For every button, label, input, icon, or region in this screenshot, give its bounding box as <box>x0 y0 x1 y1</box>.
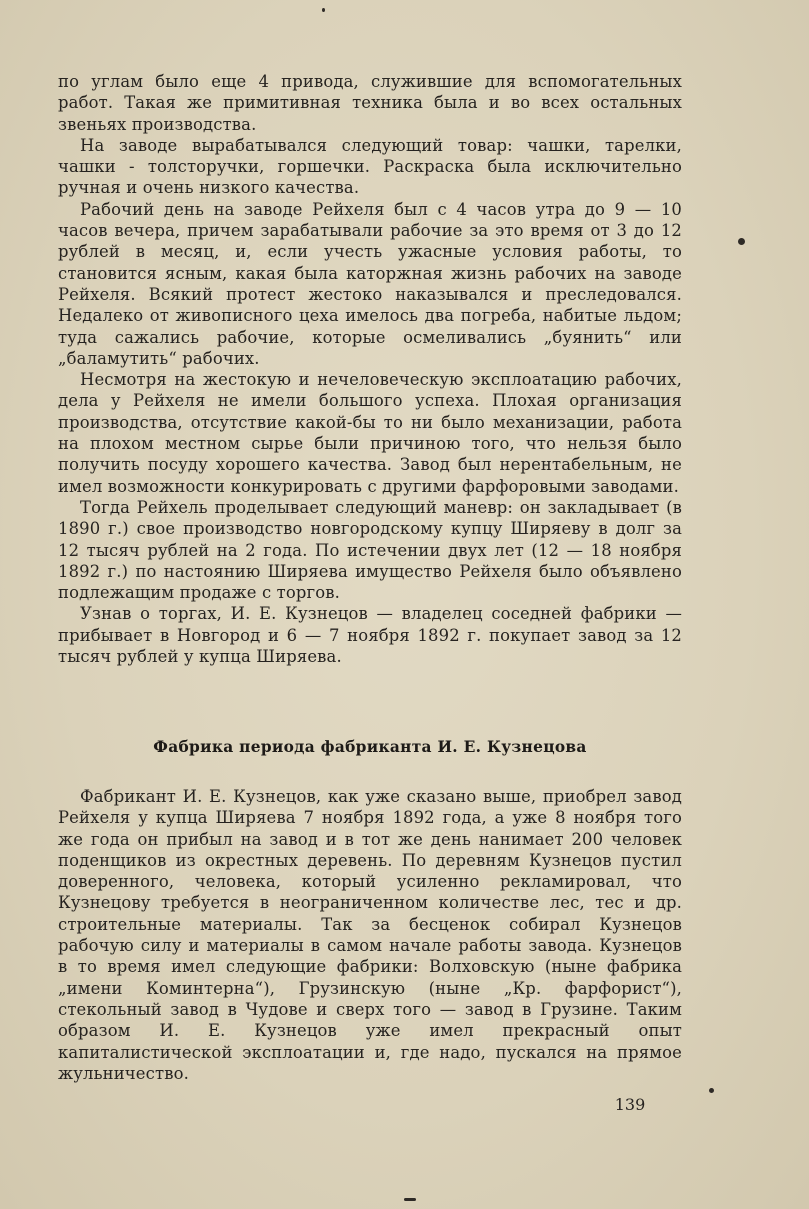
paragraph: На заводе вырабатывался следующий товар: чашки, тарелки, чашки - толсторучки, горшечки. Раскраска была исключительно ручная и очень низкого качества. <box>58 135 682 198</box>
paragraph: Тогда Рейхель проделывает следующий маневр: он закладывает (в 1890 г.) свое производство новгородскому купцу Ширяеву в долг за 12 тысяч рублей на 2 года. По истечении двух лет (12 — 18 ноября 1892 г.) по настоянию Ширяева имущество Рейхеля было объявлено подлежащим продаже с торгов. <box>58 497 682 603</box>
text-block-bottom <box>58 786 682 1084</box>
paragraph: Узнав о торгах, И. Е. Кузнецов — владелец соседней фабрики — прибывает в Новгород и 6 — 7 ноября 1892 г. покупает завод за 12 тысяч рублей у купца Ширяева. <box>58 604 682 667</box>
text-block-top <box>58 71 682 667</box>
print-speck <box>709 1088 714 1093</box>
paragraph: по углам было еще 4 привода, служившие для вспомогательных работ. Такая же примитивная техника была и во всех остальных звеньях производства. <box>58 72 682 134</box>
section-heading: Фабрика периода фабриканта И. Е. Кузнецова <box>153 738 587 756</box>
paragraph: Фабрикант И. Е. Кузнецов, как уже сказано выше, приобрел завод Рейхеля у купца Ширяева 7 ноября 1892 года, а уже 8 ноября того же года он прибыл на завод и в тот же день нанимает 200 человек поденщиков из окрестных деревень. По деревням Кузнецов пустил доверенного, человека, который усиленно рекламировал, что Кузнецову требуется в неограниченном количестве лес, тес и др. строительные материалы. Так за бесценок собирал Кузнецов рабочую силу и материалы в самом начале работы завода. Кузнецов в то время имел следующие фабрики: Волховскую (ныне фабрика „имени Коминтерна“), Грузинскую (ныне „Кр. фарфорист“), стекольный завод в Чудове и сверх того — завод в Грузине. Таким образом И. Е. Кузнецов уже имел прекрасный опыт капиталистической эксплоатации и, где надо, пускался на прямое жульничество. <box>58 787 682 1083</box>
print-speck <box>322 8 325 12</box>
page-number: 139 <box>614 1095 646 1114</box>
paragraph: Несмотря на жестокую и нечеловеческую эксплоатацию рабочих, дела у Рейхеля не имели большого успеха. Плохая организация производства, отсутствие какой-бы то ни было механизации, работа на плохом местном сырье были причиною того, что нельзя было получить посуду хорошего качества. Завод был нерентабельным, не имел возможности конкурировать с другими фарфоровыми заводами. <box>58 370 682 496</box>
paragraph: Рабочий день на заводе Рейхеля был с 4 часов утра до 9 — 10 часов вечера, причем зарабатывали рабочие за это время от 3 до 12 рублей в месяц, и, если учесть ужасные условия работы, то становится ясным, какая была каторжная жизнь рабочих на заводе Рейхеля. Всякий протест жестоко наказывался и преследовался. Недалеко от живописного цеха имелось два погреба, набитые льдом; туда сажались рабочие, которые осмеливались „буянить“ или „баламутить“ рабочих. <box>58 199 682 368</box>
print-speck <box>738 238 745 245</box>
print-speck <box>404 1198 416 1201</box>
